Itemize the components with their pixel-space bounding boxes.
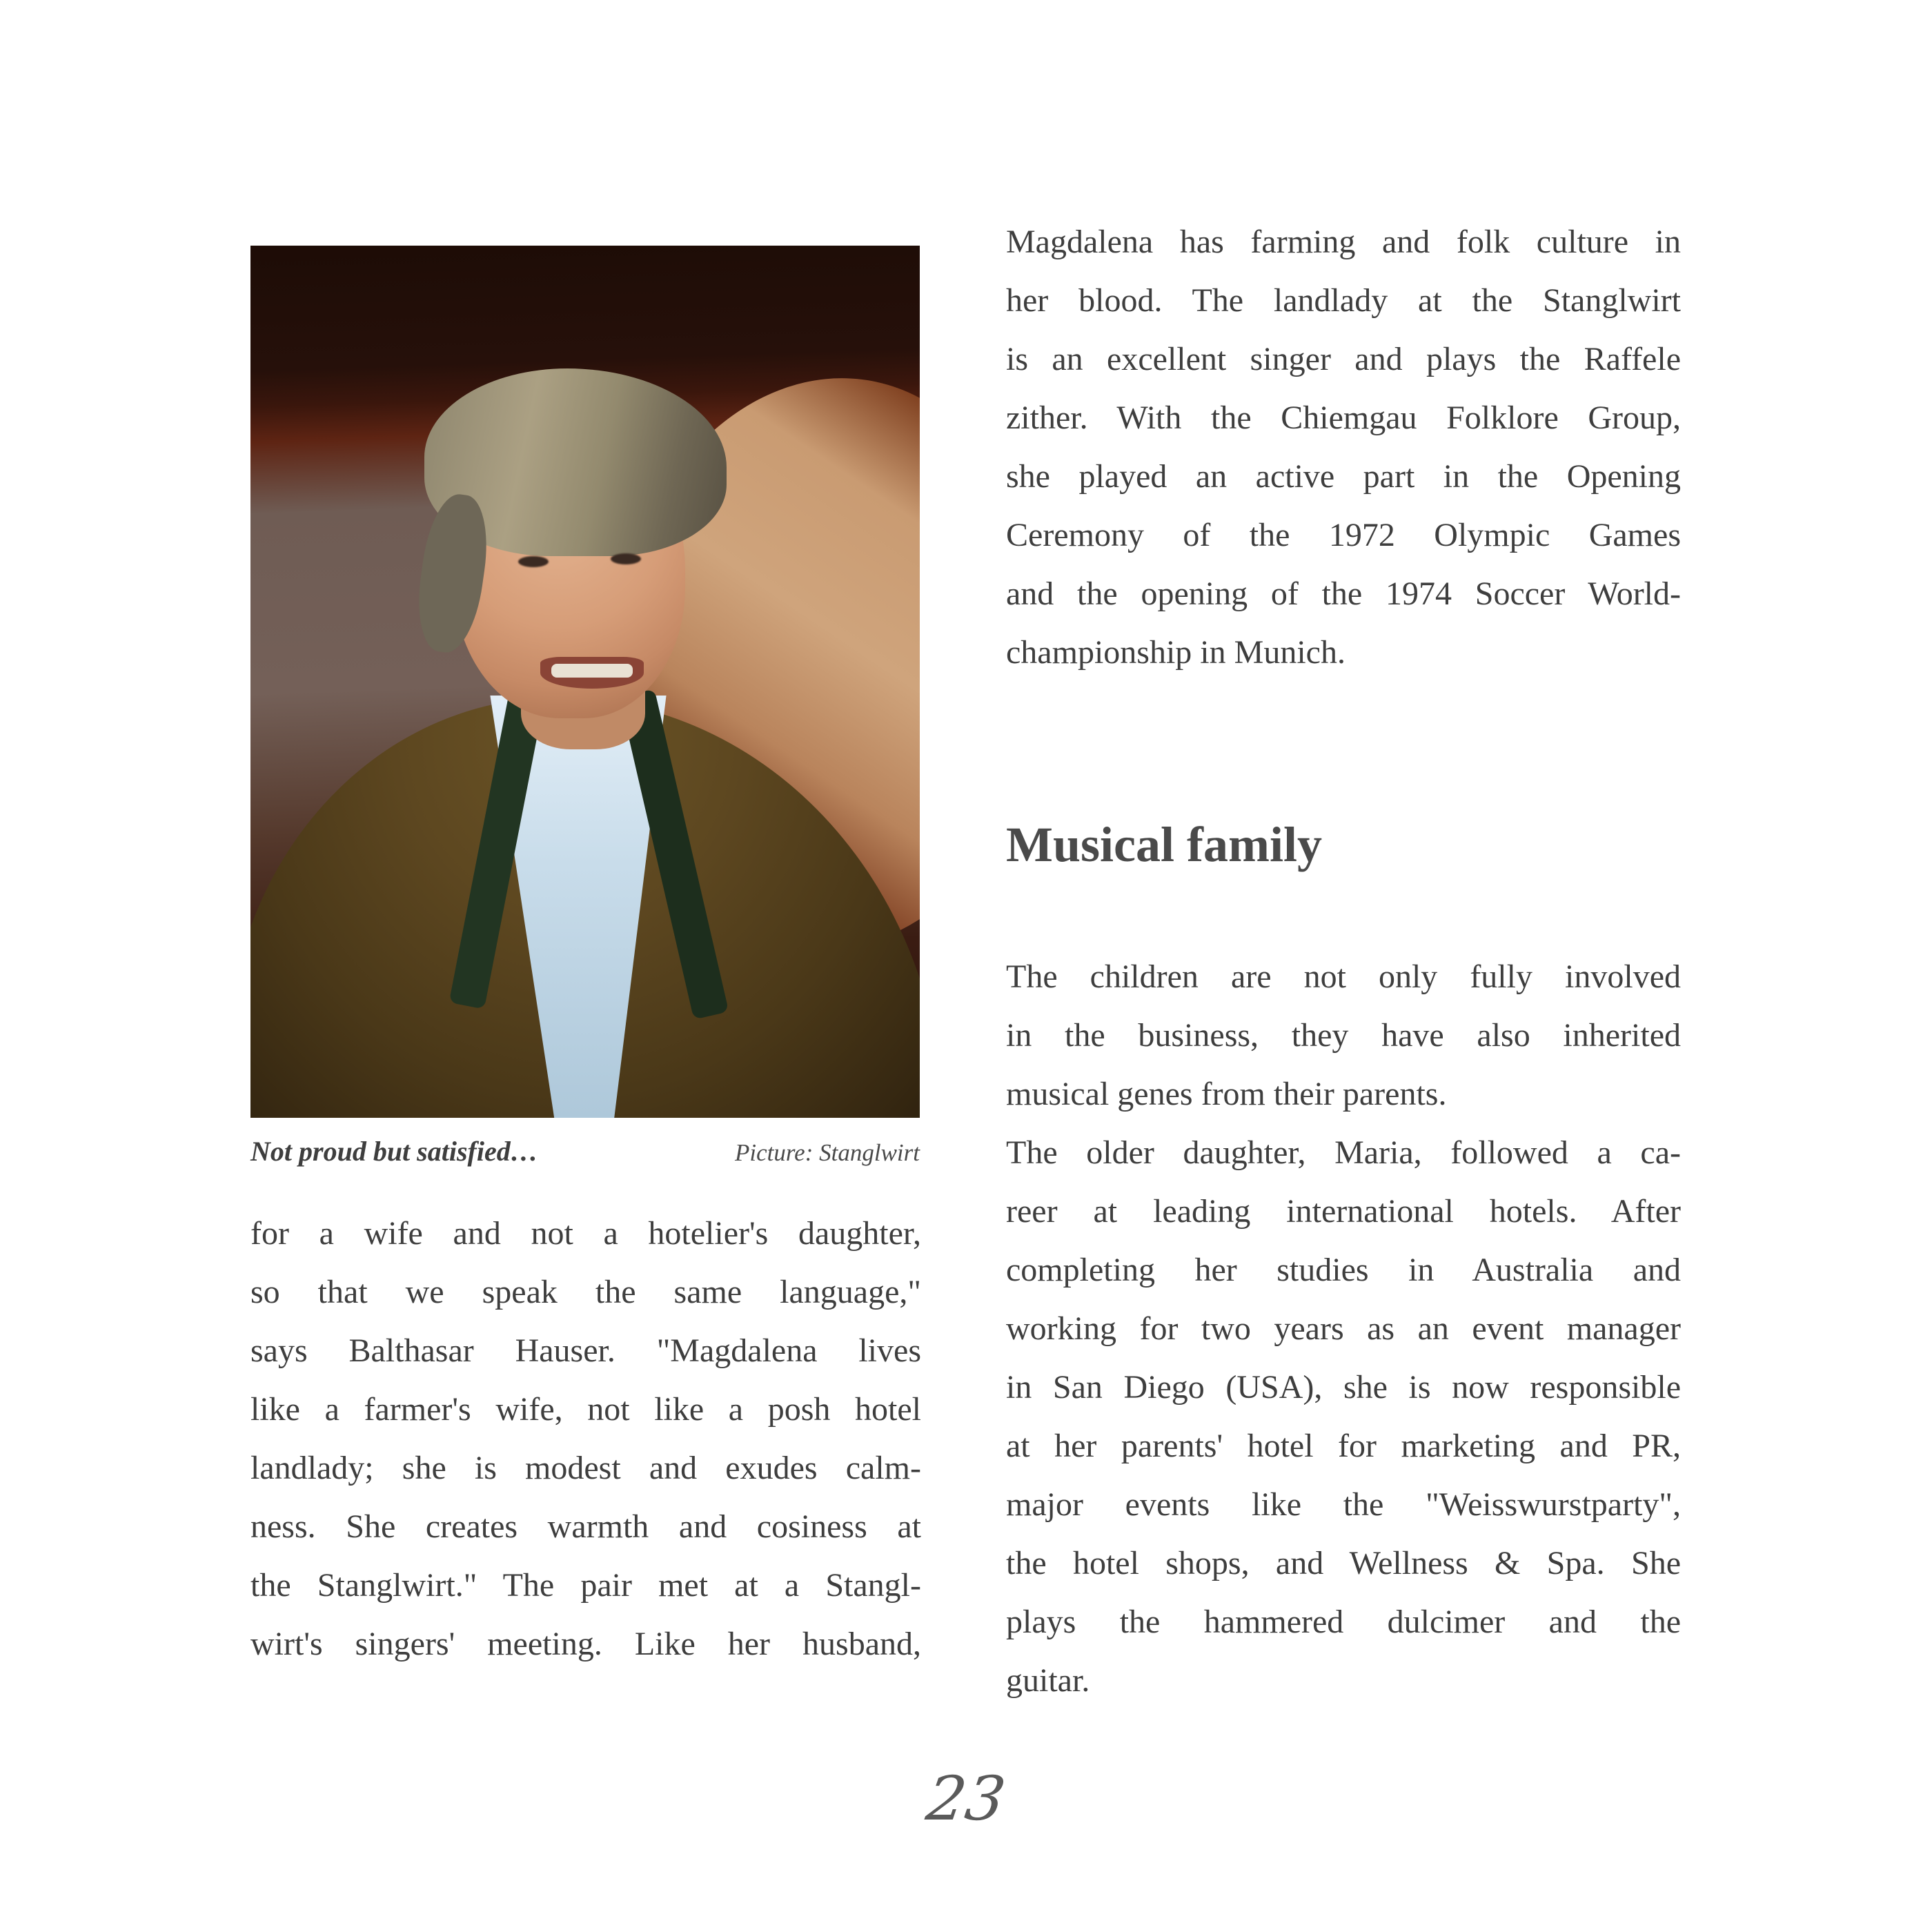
text-line: says Balthasar Hauser. "Magdalena lives [250, 1332, 921, 1369]
paragraph-magdalena [1006, 213, 1681, 682]
text-line: ness. She creates warmth and cosiness at [250, 1508, 921, 1545]
text-line: the hotel shops, and Wellness & Spa. She [1006, 1545, 1681, 1581]
text-line: for a wife and not a hotelier's daughter, [250, 1215, 921, 1252]
text-line: plays the hammered dulcimer and the [1006, 1604, 1681, 1640]
photo-teeth-shape [551, 664, 633, 678]
text-line: The older daughter, Maria, followed a ca- [1006, 1134, 1681, 1171]
text-line: and the opening of the 1974 Soccer World- [1006, 575, 1681, 612]
text-line: like a farmer's wife, not like a posh hotel [250, 1391, 921, 1428]
text-line: the Stanglwirt." The pair met at a Stangl- [250, 1567, 921, 1604]
left-text-column [250, 1204, 921, 1673]
text-line: wirt's singers' meeting. Like her husband, [250, 1626, 921, 1662]
text-line: major events like the "Weisswurstparty", [1006, 1486, 1681, 1523]
text-line: reer at leading international hotels. After [1006, 1193, 1681, 1230]
paragraph-continued [250, 1204, 921, 1673]
text-line: zither. With the Chiemgau Folklore Group, [1006, 400, 1681, 436]
text-line: landlady; she is modest and exudes calm- [250, 1450, 921, 1486]
text-line: guitar. [1006, 1662, 1090, 1699]
text-line: she played an active part in the Opening [1006, 458, 1681, 495]
text-line: championship in Munich. [1006, 634, 1346, 671]
photo-eye-shape [518, 556, 549, 567]
portrait-photo [250, 246, 920, 1118]
photo-caption: Not proud but satisfied… [250, 1136, 538, 1167]
text-line: at her parents' hotel for marketing and PR, [1006, 1428, 1681, 1464]
paragraph-maria [1006, 1123, 1681, 1710]
text-line: so that we speak the same language," [250, 1274, 921, 1310]
paragraph-children [1006, 947, 1681, 1123]
text-line: working for two years as an event manager [1006, 1310, 1681, 1347]
text-line: her blood. The landlady at the Stanglwirt [1006, 282, 1681, 319]
page-number: 23 [922, 1763, 1010, 1834]
text-line: completing her studies in Australia and [1006, 1252, 1681, 1288]
text-line: The children are not only fully involved [1006, 958, 1681, 995]
photo-credit: Picture: Stanglwirt [735, 1139, 920, 1166]
section-heading: Musical family [1006, 817, 1322, 872]
right-text-column [1006, 213, 1681, 1710]
photo-caption-row [250, 1135, 920, 1167]
text-line: is an excellent singer and plays the Raffele [1006, 341, 1681, 377]
text-line: Magdalena has farming and folk culture in [1006, 224, 1681, 260]
text-line: musical genes from their parents. [1006, 1076, 1447, 1112]
text-line: in San Diego (USA), she is now responsible [1006, 1369, 1681, 1406]
photo-eye-shape [611, 553, 641, 564]
text-line: Ceremony of the 1972 Olympic Games [1006, 517, 1681, 553]
text-line: in the business, they have also inherited [1006, 1017, 1681, 1054]
